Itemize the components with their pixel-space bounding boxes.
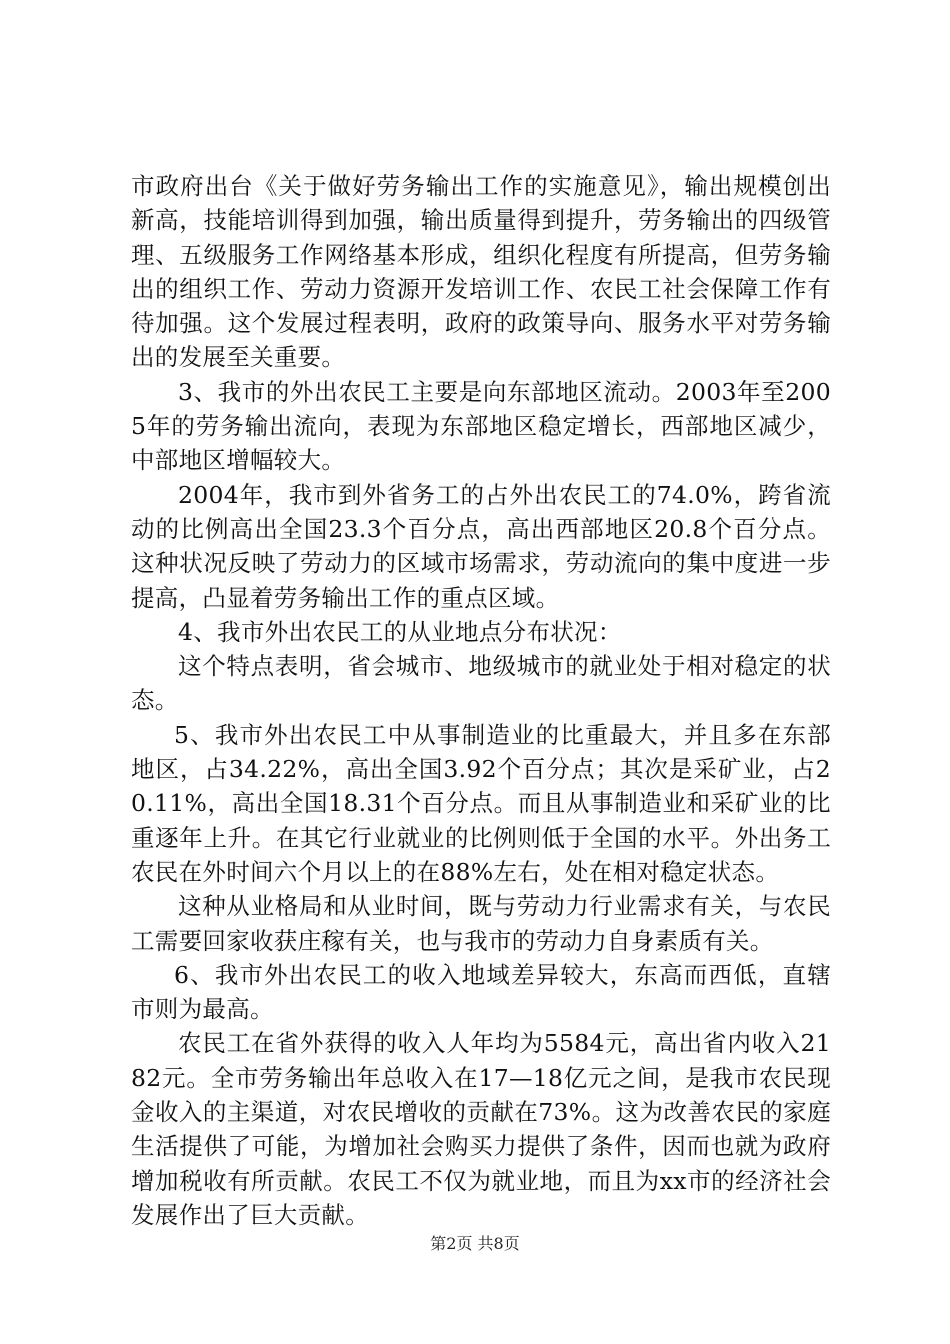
paragraph-point-3: 3、我市的外出农民工主要是向东部地区流动。2003年至2005年的劳务输出流向，表现为东部地区稳定增长，西部地区减少，中部地区增幅较大。 [131, 377, 831, 475]
paragraph-point-4-note: 这个特点表明，省会城市、地级城市的就业处于相对稳定的状态。 [131, 652, 831, 715]
paragraph-point-4: 4、我市外出农民工的从业地点分布状况： [178, 617, 622, 646]
document-body [131, 169, 831, 1232]
page-number: 第2页 共8页 [430, 1234, 520, 1253]
page-footer [0, 1234, 950, 1254]
paragraph-point-5-note: 这种从业格局和从业时间，既与劳动力行业需求有关，与农民工需要回家收获庄稼有关，也与我市的劳动力自身素质有关。 [131, 892, 831, 955]
paragraph-income: 农民工在省外获得的收入人年均为5584元，高出省内收入2182元。全市劳务输出年总收入在17—18亿元之间，是我市农民现金收入的主渠道，对农民增收的贡献在73%。这为改善农民的家庭生活提供了可能，为增加社会购买力提供了条件，因而也就为政府增加税收有所贡献。农民工不仅为就业地，而且为xx市的经济社会发展作出了巨大贡献。 [131, 1029, 831, 1229]
paragraph-intro-continuation: 市政府出台《关于做好劳务输出工作的实施意见》，输出规模创出新高，技能培训得到加强，输出质量得到提升，劳务输出的四级管理、五级服务工作网络基本形成，组织化程度有所提高，但劳务输出的组织工作、劳动力资源开发培训工作、农民工社会保障工作有待加强。这个发展过程表明，政府的政策导向、服务水平对劳务输出的发展至关重要。 [131, 172, 831, 372]
paragraph-point-6: 6、我市外出农民工的收入地域差异较大，东高而西低，直辖市则为最高。 [131, 960, 831, 1024]
paragraph-point-5: 5、我市外出农民工中从事制造业的比重最大，并且多在东部地区，占34.22%，高出全国3.92个百分点；其次是采矿业，占20.11%，高出全国18.31个百分点。而且从事制造业和采矿业的比重逐年上升。在其它行业就业的比例则低于全国的水平。外出务工农民在外时间六个月以上的在88%左右，处在相对稳定状态。 [131, 720, 831, 886]
paragraph-2004-statistics: 2004年，我市到外省务工的占外出农民工的74.0%，跨省流动的比例高出全国23.3个百分点，高出西部地区20.8个百分点。这种状况反映了劳动力的区域市场需求，劳动流向的集中度进一步提高，凸显着劳务输出工作的重点区域。 [131, 480, 831, 612]
